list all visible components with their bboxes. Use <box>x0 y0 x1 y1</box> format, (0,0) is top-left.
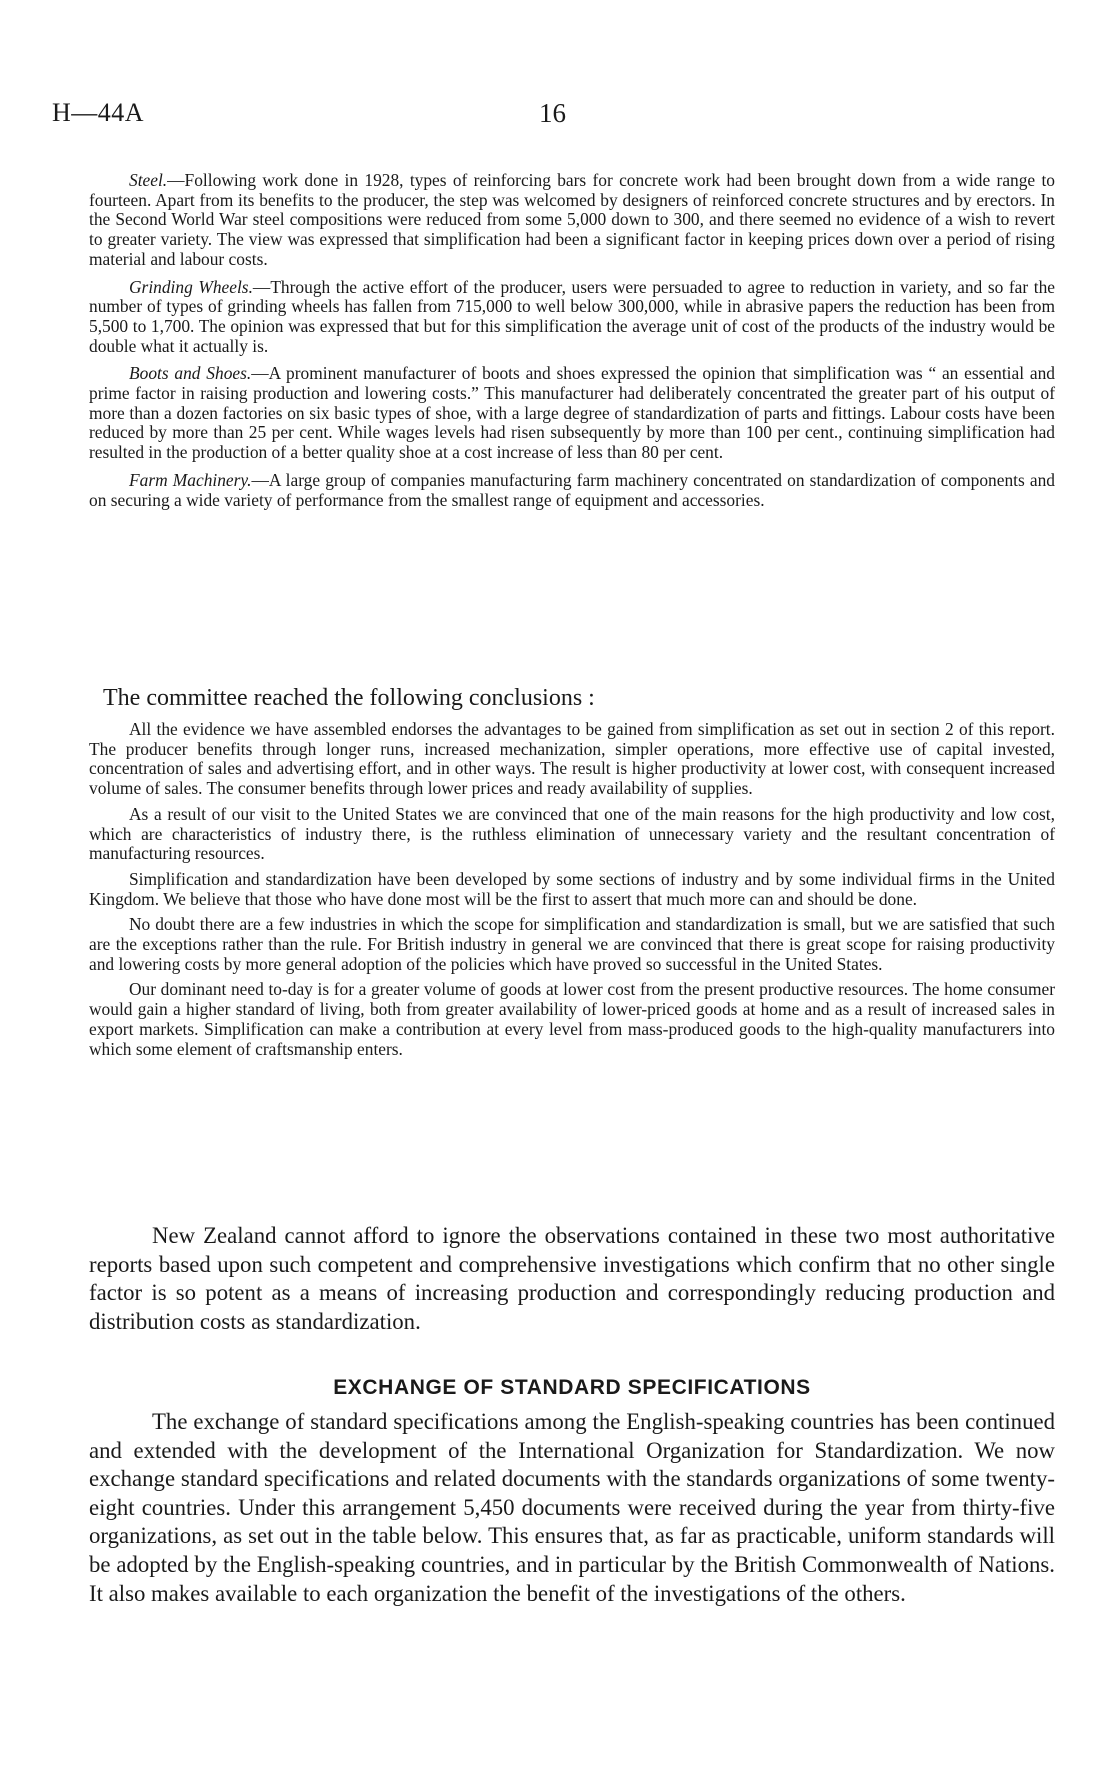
text-farm-machinery: —A large group of companies manufacturing farm machinery concentrated on standardization of components and on securing a wide variety of performance from the smallest range of equipment and accessories. <box>89 469 1055 510</box>
exchange-section <box>89 1408 1055 1608</box>
text-grinding-wheels: —Through the active effort of the producer, users were persuaded to agree to reduction in variety, and so far the number of types of grinding wheels has fallen from 715,000 to well below 300,000, while in abrasive papers the reduction has been from 5,500 to 1,700. The opinion was expressed that but for this simplification the average unit of cost of the products of the industry would be double what it actually is. <box>89 276 1055 356</box>
page-number: 16 <box>539 98 566 128</box>
conclusion-paragraph: As a result of our visit to the United States we are convinced that one of the main reasons for the high productivity and low cost, which are characteristics of industry there, is the ruthless elimination of unnecessary variety and the resultant concentration of manufacturing resources. <box>89 803 1055 864</box>
conclusion-paragraph: No doubt there are a few industries in which the scope for simplification and standardization is small, but we are satisfied that such are the exceptions rather than the rule. For British industry in general we are convinced that there is great scope for raising productivity and lowering costs by more general adoption of the policies which have proved so successful in the United States. <box>89 914 1055 974</box>
conclusion-paragraph: Our dominant need to-day is for a greater volume of goods at lower cost from the present productive resources. The home consumer would gain a higher standard of living, both from greater availability of lower-priced goods at home and as a result of increased sales in export markets. Simplification can make a contribution at every level from mass-produced goods to the high-quality manufacturers into which some element of craftsmanship enters. <box>89 979 1055 1059</box>
lead-steel: Steel. <box>129 170 168 190</box>
intro-section <box>89 171 1055 518</box>
new-zealand-paragraph: New Zealand cannot afford to ignore the observations contained in these two most authoritative reports based upon such competent and comprehensive investigations which confirm that no other single factor is so potent as a means of increasing production and correspondingly reducing production and distribution costs as standardization. <box>89 1223 1055 1334</box>
lead-farm-machinery: Farm Machinery. <box>129 469 252 490</box>
text-boots-and-shoes: —A prominent manufacturer of boots and shoes expressed the opinion that simplification was “ an essential and prime factor in raising production and lowering costs.” This manufacturer had deliberately concentrated the greater part of his output of more than a dozen factories on six basic types of shoe, with a large degree of standardization of parts and fittings. Labour costs have been reduced by more than 25 per cent. While wages levels had risen subsequently by more than 100 per cent., continuing simplification had resulted in the production of a better quality shoe at a cost increase of less than 80 per cent. <box>89 363 1055 463</box>
new-zealand-section <box>89 1222 1055 1336</box>
conclusion-paragraph: All the evidence we have assembled endorses the advantages to be gained from simplification as set out in section 2 of this report. The producer benefits through longer runs, increased mechanization, simpler operations, more effective use of capital invested, concentration of sales and advertising effort, and in other ways. The result is higher productivity at lower cost, with consequent increased volume of sales. The consumer benefits through lower prices and ready availability of supplies. <box>89 719 1055 799</box>
text-steel: —Following work done in 1928, types of reinforcing bars for concrete work had been brought down from a wide range to fourteen. Apart from its benefits to the producer, the step was welcomed by designers of reinforced concrete structures and by erectors. In the Second World War steel compositions were reduced from some 5,000 down to 300, and there seemed no evidence of a wish to revert to greater variety. The view was expressed that simplification had been a significant factor in keeping prices down over a period of rising material and labour costs. <box>89 170 1055 269</box>
conclusions-heading: The committee reached the following conclusions : <box>103 685 595 711</box>
lead-boots-and-shoes: Boots and Shoes. <box>129 363 252 384</box>
page-header <box>52 92 1052 132</box>
exchange-paragraph: The exchange of standard specifications among the English-speaking countries has been continued and extended with the development of the International Organization for Standardization. We now exchange standard specifications and related documents with the standards organizations of some twenty-eight countries. Under this arrangement 5,450 documents were received during the year from thirty-five organizations, as set out in the table below. This ensures that, as far as practicable, uniform standards will be adopted by the English-speaking countries, and in particular by the British Commonwealth of Nations. It also makes available to each organization the benefit of the investigations of the others. <box>89 1409 1055 1606</box>
paragraph-farm-machinery <box>89 471 1055 510</box>
conclusion-paragraph: Simplification and standardization have been developed by some sections of industry and by some individual firms in the United Kingdom. We believe that those who have done most will be the first to assert that much more can and should be done. <box>89 868 1055 909</box>
lead-grinding-wheels: Grinding Wheels. <box>129 276 253 297</box>
paragraph-steel <box>89 171 1055 270</box>
paragraph-boots-and-shoes <box>89 364 1055 463</box>
section-heading: EXCHANGE OF STANDARD SPECIFICATIONS <box>333 1376 811 1399</box>
paragraph-grinding-wheels <box>89 278 1055 357</box>
conclusions-section <box>89 720 1055 1065</box>
document-reference: H—44A <box>52 98 145 127</box>
